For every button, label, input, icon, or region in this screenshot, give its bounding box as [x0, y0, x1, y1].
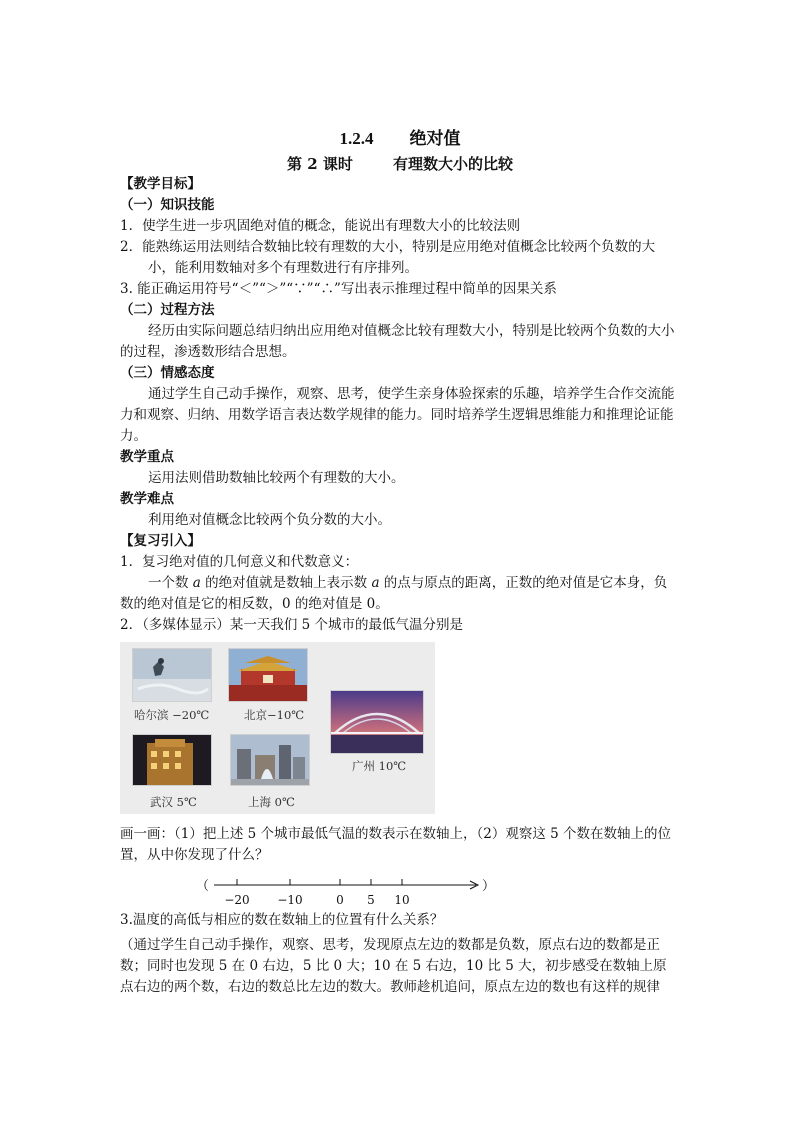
process-text: 经历由实际问题总结归纳出应用绝对值概念比较有理数大小，特别是比较两个负数的大小的过程，渗透数形结合思想。: [120, 323, 675, 360]
shanghai-photo: [230, 734, 310, 786]
axis-tick-label: 10: [394, 893, 410, 907]
answer-text-part: 的点与原点的距离，正数的绝对值是它本身，负数的绝对值是它的相反数，0 的绝对值是 0。: [120, 575, 668, 612]
question-3: 3.温度的高低与相应的数在数轴上的位置有什么关系？: [120, 912, 444, 928]
knowledge-item-2: 2．能熟练运用法则结合数轴比较有理数的大小，特别是应用绝对值概念比较两个负数的大小，能利用数轴对多个有理数进行有序排列。: [120, 239, 656, 276]
knowledge-item-1: 1．使学生进一步巩固绝对值的概念，能说出有理数大小的比较法则: [120, 218, 521, 234]
variable-a: a: [192, 575, 201, 591]
caption-wuhan: 武汉 5℃: [150, 795, 197, 809]
wuhan-photo: [132, 734, 212, 786]
knowledge-item-3: 3. 能正确运用符号“＜”“＞”“∵”“∴”写出表示推理过程中简单的因果关系: [120, 281, 557, 297]
answer-text-part: 的绝对值就是数轴上表示数: [200, 575, 372, 591]
city-temperature-figure: [120, 642, 435, 814]
paren-open: （: [196, 879, 210, 894]
caption-harbin: 哈尔滨 −20℃: [134, 708, 210, 722]
answer-text-part: 一个数: [148, 575, 193, 591]
process-heading: （二）过程方法: [120, 302, 215, 318]
axis-tick-label: 0: [336, 893, 344, 907]
section-name: 绝对值: [409, 129, 461, 149]
number-line-exercise: [120, 876, 680, 908]
section-number: 1.2.4: [339, 129, 374, 148]
lesson-name: 有理数大小的比较: [392, 155, 513, 173]
guangzhou-photo: [330, 690, 424, 754]
question-3-answer: （通过学生自己动手操作，观察、思考，发现原点左边的数都是负数，原点右边的数都是正数；同时也发现 5 在 0 右边，5 比 0 大；10 在 5 右边，10 比 5 大，初步感受在数轴上原点右边的两个数，右边的数总比左边的数大。教师趁机追问，原点左边的数也有这样的规律: [120, 937, 667, 995]
key-point-text: 运用法则借助数轴比较两个有理数的大小。: [148, 470, 405, 486]
section-title: [120, 128, 680, 150]
axis-tick-label: −10: [277, 893, 303, 907]
axis-tick-label: 5: [367, 893, 375, 907]
review-answer-1: [120, 573, 680, 615]
review-question-1: 1．复习绝对值的几何意义和代数意义：: [120, 554, 359, 570]
caption-beijing: 北京−10℃: [244, 708, 305, 722]
draw-instruction: 画一画：（1）把上述 5 个城市最低气温的数表示在数轴上，（2）观察这 5 个数在数轴上的位置，从中你发现了什么？: [120, 826, 672, 863]
goals-heading: 【教学目标】: [120, 176, 201, 192]
difficulty-heading: 教学难点: [120, 491, 174, 507]
number-line: [120, 876, 520, 910]
caption-guangzhou: 广州 10℃: [352, 759, 407, 773]
knowledge-heading: （一）知识技能: [120, 197, 215, 213]
key-point-heading: 教学重点: [120, 449, 174, 465]
caption-shanghai: 上海 0℃: [248, 795, 295, 809]
emotion-heading: （三）情感态度: [120, 365, 215, 381]
lesson-number: 第 2 课时: [287, 155, 353, 173]
review-heading: 【复习引入】: [120, 533, 201, 549]
beijing-photo: [228, 648, 308, 702]
variable-a: a: [371, 575, 380, 591]
paren-close: ）: [482, 879, 496, 894]
axis-tick-label: −20: [224, 893, 250, 907]
harbin-photo: [132, 648, 212, 702]
emotion-text: 通过学生自己动手操作，观察、思考，使学生亲身体验探索的乐趣，培养学生合作交流能力和观察、归纳、用数学语言表达数学规律的能力。同时培养学生逻辑思维能力和推理论证能力。: [120, 386, 675, 444]
difficulty-text: 利用绝对值概念比较两个负分数的大小。: [148, 512, 391, 528]
lesson-title: [120, 154, 680, 174]
review-question-2: 2．（多媒体显示）某一天我们 5 个城市的最低气温分别是: [120, 617, 464, 633]
document-body: [120, 128, 680, 998]
